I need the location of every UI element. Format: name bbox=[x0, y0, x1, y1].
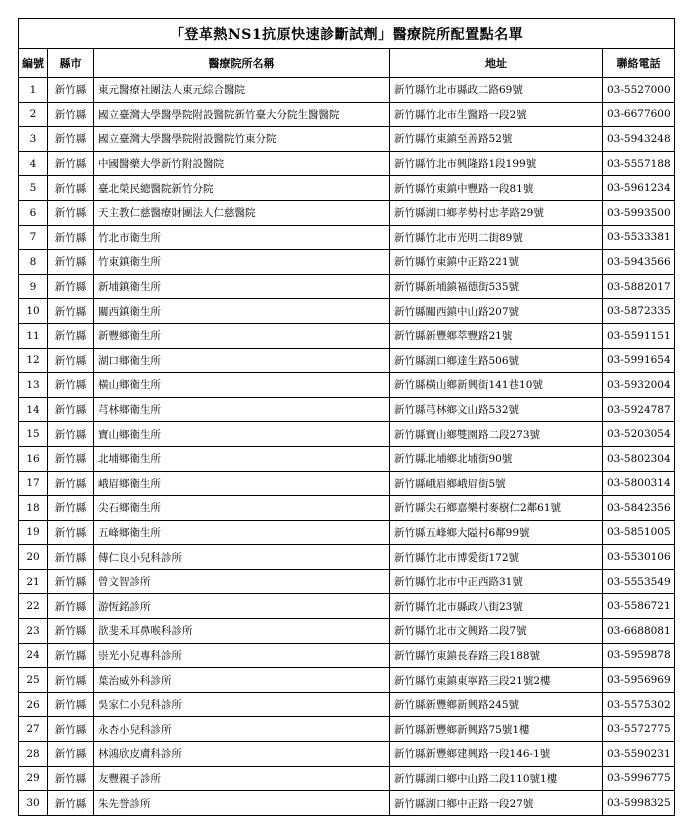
cell-no: 27 bbox=[19, 717, 48, 742]
table-row bbox=[19, 742, 675, 767]
cell-address: 新竹縣竹東鎮中正路221號 bbox=[390, 250, 603, 275]
table-row bbox=[19, 791, 675, 816]
cell-phone: 03-5802304 bbox=[603, 446, 675, 471]
cell-phone: 03-5998325 bbox=[603, 791, 675, 816]
cell-county: 新竹縣 bbox=[48, 668, 94, 693]
header-row bbox=[19, 49, 675, 78]
cell-clinic-name: 國立臺灣大學醫學院附設醫院新竹臺大分院生醫醫院 bbox=[94, 102, 390, 127]
cell-phone: 03-5961234 bbox=[603, 176, 675, 201]
cell-clinic-name: 竹北市衛生所 bbox=[94, 225, 390, 250]
cell-county: 新竹縣 bbox=[48, 250, 94, 275]
cell-phone: 03-5203054 bbox=[603, 422, 675, 447]
header-no: 編號 bbox=[19, 49, 48, 78]
cell-clinic-name: 竹東鎮衛生所 bbox=[94, 250, 390, 275]
cell-clinic-name: 友豐親子診所 bbox=[94, 766, 390, 791]
cell-clinic-name: 永杏小兒科診所 bbox=[94, 717, 390, 742]
cell-address: 新竹縣湖口鄉達生路506號 bbox=[390, 348, 603, 373]
cell-address: 新竹縣竹東鎮東寧路三段21號2樓 bbox=[390, 668, 603, 693]
cell-clinic-name: 峨眉鄉衛生所 bbox=[94, 471, 390, 496]
cell-phone: 03-5590231 bbox=[603, 742, 675, 767]
table-row bbox=[19, 594, 675, 619]
table-row bbox=[19, 766, 675, 791]
cell-no: 26 bbox=[19, 692, 48, 717]
cell-no: 20 bbox=[19, 545, 48, 570]
cell-phone: 03-6688081 bbox=[603, 619, 675, 644]
document-page bbox=[18, 18, 675, 816]
cell-clinic-name: 寶山鄉衛生所 bbox=[94, 422, 390, 447]
cell-clinic-name: 新埔鎮衛生所 bbox=[94, 274, 390, 299]
cell-address: 新竹縣寶山鄉雙園路二段273號 bbox=[390, 422, 603, 447]
cell-no: 17 bbox=[19, 471, 48, 496]
header-name: 醫療院所名稱 bbox=[94, 49, 390, 78]
cell-phone: 03-5943566 bbox=[603, 250, 675, 275]
cell-no: 16 bbox=[19, 446, 48, 471]
cell-no: 15 bbox=[19, 422, 48, 447]
cell-county: 新竹縣 bbox=[48, 471, 94, 496]
cell-address: 新竹縣橫山鄉新興街141巷10號 bbox=[390, 373, 603, 398]
cell-no: 12 bbox=[19, 348, 48, 373]
cell-clinic-name: 葉治威外科診所 bbox=[94, 668, 390, 693]
cell-phone: 03-5800314 bbox=[603, 471, 675, 496]
cell-clinic-name: 林鴻欣皮膚科診所 bbox=[94, 742, 390, 767]
table-row bbox=[19, 692, 675, 717]
table-row bbox=[19, 250, 675, 275]
cell-no: 14 bbox=[19, 397, 48, 422]
table-row bbox=[19, 520, 675, 545]
cell-county: 新竹縣 bbox=[48, 102, 94, 127]
cell-no: 18 bbox=[19, 496, 48, 521]
header-address: 地址 bbox=[390, 49, 603, 78]
cell-clinic-name: 新豐鄉衛生所 bbox=[94, 323, 390, 348]
cell-phone: 03-5533381 bbox=[603, 225, 675, 250]
table-row bbox=[19, 569, 675, 594]
cell-address: 新竹縣湖口鄉中正路一段27號 bbox=[390, 791, 603, 816]
cell-phone: 03-5586721 bbox=[603, 594, 675, 619]
cell-address: 新竹縣竹北市生醫路一段2號 bbox=[390, 102, 603, 127]
table-row bbox=[19, 299, 675, 324]
cell-address: 新竹縣竹北市博愛街172號 bbox=[390, 545, 603, 570]
cell-phone: 03-5943248 bbox=[603, 127, 675, 152]
cell-clinic-name: 歆斐禾耳鼻喉科診所 bbox=[94, 619, 390, 644]
cell-address: 新竹縣新豐鄉新興路245號 bbox=[390, 692, 603, 717]
table-row bbox=[19, 471, 675, 496]
cell-address: 新竹縣竹北市縣政二路69號 bbox=[390, 78, 603, 103]
cell-phone: 03-5842356 bbox=[603, 496, 675, 521]
cell-no: 22 bbox=[19, 594, 48, 619]
cell-phone: 03-5993500 bbox=[603, 200, 675, 225]
cell-address: 新竹縣峨眉鄉峨眉街5號 bbox=[390, 471, 603, 496]
cell-clinic-name: 游恆銘診所 bbox=[94, 594, 390, 619]
cell-clinic-name: 傅仁良小兒科診所 bbox=[94, 545, 390, 570]
cell-no: 2 bbox=[19, 102, 48, 127]
table-row bbox=[19, 668, 675, 693]
table-row bbox=[19, 225, 675, 250]
cell-phone: 03-5575302 bbox=[603, 692, 675, 717]
cell-no: 9 bbox=[19, 274, 48, 299]
table-row bbox=[19, 496, 675, 521]
header-county: 縣市 bbox=[48, 49, 94, 78]
cell-no: 6 bbox=[19, 200, 48, 225]
cell-county: 新竹縣 bbox=[48, 742, 94, 767]
cell-county: 新竹縣 bbox=[48, 200, 94, 225]
cell-clinic-name: 朱先誉診所 bbox=[94, 791, 390, 816]
table-row bbox=[19, 200, 675, 225]
cell-county: 新竹縣 bbox=[48, 225, 94, 250]
cell-address: 新竹縣竹北市中正西路31號 bbox=[390, 569, 603, 594]
cell-county: 新竹縣 bbox=[48, 619, 94, 644]
cell-county: 新竹縣 bbox=[48, 791, 94, 816]
cell-address: 新竹縣北埔鄉北埔街90號 bbox=[390, 446, 603, 471]
cell-no: 13 bbox=[19, 373, 48, 398]
cell-no: 4 bbox=[19, 151, 48, 176]
cell-phone: 03-5530106 bbox=[603, 545, 675, 570]
cell-no: 25 bbox=[19, 668, 48, 693]
cell-address: 新竹縣竹東鎮長春路三段188號 bbox=[390, 643, 603, 668]
cell-county: 新竹縣 bbox=[48, 373, 94, 398]
cell-clinic-name: 曾文智診所 bbox=[94, 569, 390, 594]
cell-county: 新竹縣 bbox=[48, 176, 94, 201]
cell-clinic-name: 芎林鄉衛生所 bbox=[94, 397, 390, 422]
cell-no: 7 bbox=[19, 225, 48, 250]
cell-phone: 03-5959878 bbox=[603, 643, 675, 668]
cell-phone: 03-5527000 bbox=[603, 78, 675, 103]
cell-clinic-name: 橫山鄉衛生所 bbox=[94, 373, 390, 398]
cell-county: 新竹縣 bbox=[48, 78, 94, 103]
cell-address: 新竹縣湖口鄉孝勢村忠孝路29號 bbox=[390, 200, 603, 225]
table-row bbox=[19, 323, 675, 348]
cell-no: 1 bbox=[19, 78, 48, 103]
table-row bbox=[19, 373, 675, 398]
cell-address: 新竹縣竹北市文興路二段7號 bbox=[390, 619, 603, 644]
table-row bbox=[19, 127, 675, 152]
cell-phone: 03-5557188 bbox=[603, 151, 675, 176]
table-row bbox=[19, 446, 675, 471]
cell-county: 新竹縣 bbox=[48, 496, 94, 521]
cell-phone: 03-5872335 bbox=[603, 299, 675, 324]
table-row bbox=[19, 397, 675, 422]
cell-county: 新竹縣 bbox=[48, 594, 94, 619]
cell-no: 29 bbox=[19, 766, 48, 791]
title-row bbox=[19, 19, 675, 49]
cell-clinic-name: 崇光小兒專科診所 bbox=[94, 643, 390, 668]
cell-address: 新竹縣尖石鄉嘉樂村麥樹仁2鄰61號 bbox=[390, 496, 603, 521]
cell-no: 10 bbox=[19, 299, 48, 324]
cell-phone: 03-5553549 bbox=[603, 569, 675, 594]
page-title: 「登革熱NS1抗原快速診斷試劑」醫療院所配置點名單 bbox=[19, 19, 675, 49]
cell-no: 5 bbox=[19, 176, 48, 201]
cell-county: 新竹縣 bbox=[48, 643, 94, 668]
cell-county: 新竹縣 bbox=[48, 348, 94, 373]
cell-clinic-name: 北埔鄉衛生所 bbox=[94, 446, 390, 471]
cell-county: 新竹縣 bbox=[48, 545, 94, 570]
cell-clinic-name: 湖口鄉衛生所 bbox=[94, 348, 390, 373]
cell-address: 新竹縣新豐鄉新興路75號1樓 bbox=[390, 717, 603, 742]
table-row bbox=[19, 151, 675, 176]
table-row bbox=[19, 422, 675, 447]
cell-address: 新竹縣新埔鎮褔德街535號 bbox=[390, 274, 603, 299]
cell-no: 30 bbox=[19, 791, 48, 816]
cell-clinic-name: 國立臺灣大學醫學院附設醫院竹東分院 bbox=[94, 127, 390, 152]
cell-clinic-name: 吳家仁小兒科診所 bbox=[94, 692, 390, 717]
cell-phone: 03-5851005 bbox=[603, 520, 675, 545]
cell-address: 新竹縣竹北市光明二街89號 bbox=[390, 225, 603, 250]
cell-no: 19 bbox=[19, 520, 48, 545]
table-row bbox=[19, 348, 675, 373]
cell-phone: 03-5932004 bbox=[603, 373, 675, 398]
cell-address: 新竹縣芎林鄉文山路532號 bbox=[390, 397, 603, 422]
cell-address: 新竹縣關西鎮中山路207號 bbox=[390, 299, 603, 324]
cell-county: 新竹縣 bbox=[48, 323, 94, 348]
clinic-list-table bbox=[18, 18, 675, 816]
cell-address: 新竹縣新豐鄉萃豐路21號 bbox=[390, 323, 603, 348]
cell-county: 新竹縣 bbox=[48, 692, 94, 717]
cell-phone: 03-5991654 bbox=[603, 348, 675, 373]
cell-address: 新竹縣五峰鄉大隘村6鄰99號 bbox=[390, 520, 603, 545]
cell-clinic-name: 東元醫療社團法人東元綜合醫院 bbox=[94, 78, 390, 103]
cell-county: 新竹縣 bbox=[48, 422, 94, 447]
cell-phone: 03-5924787 bbox=[603, 397, 675, 422]
table-body bbox=[19, 78, 675, 816]
cell-address: 新竹縣竹北市縣政八街23號 bbox=[390, 594, 603, 619]
cell-no: 28 bbox=[19, 742, 48, 767]
table-row bbox=[19, 274, 675, 299]
cell-phone: 03-5591151 bbox=[603, 323, 675, 348]
table-row bbox=[19, 643, 675, 668]
cell-clinic-name: 天主教仁慈醫療財團法人仁慈醫院 bbox=[94, 200, 390, 225]
cell-address: 新竹縣竹東鎮中豐路一段81號 bbox=[390, 176, 603, 201]
cell-no: 21 bbox=[19, 569, 48, 594]
table-row bbox=[19, 176, 675, 201]
cell-clinic-name: 中國醫藥大學新竹附設醫院 bbox=[94, 151, 390, 176]
cell-no: 11 bbox=[19, 323, 48, 348]
cell-address: 新竹縣竹東鎮至善路52號 bbox=[390, 127, 603, 152]
cell-county: 新竹縣 bbox=[48, 569, 94, 594]
cell-phone: 03-5956969 bbox=[603, 668, 675, 693]
cell-county: 新竹縣 bbox=[48, 446, 94, 471]
table-row bbox=[19, 545, 675, 570]
table-row bbox=[19, 102, 675, 127]
cell-phone: 03-5996775 bbox=[603, 766, 675, 791]
cell-county: 新竹縣 bbox=[48, 127, 94, 152]
table-row bbox=[19, 717, 675, 742]
cell-no: 3 bbox=[19, 127, 48, 152]
cell-no: 23 bbox=[19, 619, 48, 644]
table-row bbox=[19, 619, 675, 644]
cell-clinic-name: 關西鎮衛生所 bbox=[94, 299, 390, 324]
cell-clinic-name: 臺北榮民總醫院新竹分院 bbox=[94, 176, 390, 201]
cell-phone: 03-5882017 bbox=[603, 274, 675, 299]
cell-no: 8 bbox=[19, 250, 48, 275]
cell-clinic-name: 尖石鄉衛生所 bbox=[94, 496, 390, 521]
cell-county: 新竹縣 bbox=[48, 274, 94, 299]
cell-county: 新竹縣 bbox=[48, 520, 94, 545]
cell-phone: 03-5572775 bbox=[603, 717, 675, 742]
cell-county: 新竹縣 bbox=[48, 151, 94, 176]
table-row bbox=[19, 78, 675, 103]
cell-county: 新竹縣 bbox=[48, 299, 94, 324]
cell-county: 新竹縣 bbox=[48, 766, 94, 791]
cell-county: 新竹縣 bbox=[48, 717, 94, 742]
cell-no: 24 bbox=[19, 643, 48, 668]
cell-phone: 03-6677600 bbox=[603, 102, 675, 127]
cell-address: 新竹縣湖口鄉中山路二段110號1樓 bbox=[390, 766, 603, 791]
cell-address: 新竹縣竹北市興隆路1段199號 bbox=[390, 151, 603, 176]
header-phone: 聯絡電話 bbox=[603, 49, 675, 78]
cell-county: 新竹縣 bbox=[48, 397, 94, 422]
cell-clinic-name: 五峰鄉衛生所 bbox=[94, 520, 390, 545]
cell-address: 新竹縣新豐鄉建興路一段146-1號 bbox=[390, 742, 603, 767]
